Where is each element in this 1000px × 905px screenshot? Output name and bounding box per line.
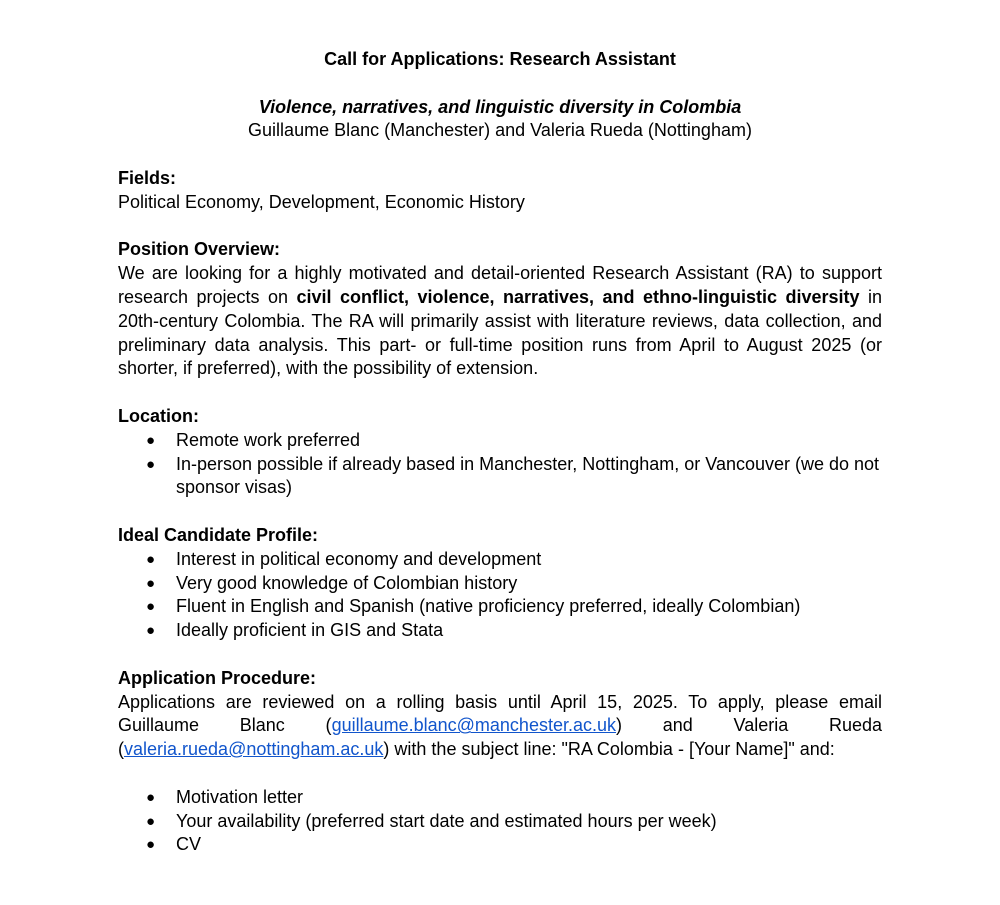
- profile-heading: Ideal Candidate Profile:: [118, 524, 319, 545]
- list-item: ● In-person possible if already based in Manchester, Nottingham, or Vancouver (we do not sponsor visas): [146, 453, 880, 498]
- list-item: ● Motivation letter: [118, 786, 882, 810]
- location-heading: Location:: [118, 405, 199, 426]
- bullet-icon: ●: [146, 812, 156, 830]
- fields-text: Political Economy, Development, Economic History: [118, 191, 525, 212]
- list-item: ● Interest in political economy and development: [118, 548, 882, 572]
- bullet-icon: ●: [146, 836, 156, 854]
- requirements-list: [118, 786, 882, 857]
- overview-paragraph: [118, 262, 882, 381]
- bullet-icon: ●: [146, 455, 156, 473]
- bullet-icon: ●: [146, 574, 156, 592]
- procedure-line-3: (valeria.rueda@nottingham.ac.uk) with the subject line: "RA Colombia - [Your Name]" and:: [118, 739, 835, 760]
- document-title: Call for Applications: Research Assistant: [324, 49, 676, 69]
- overview-bold-text: civil conflict, violence, narratives, and ethno-linguistic diversity: [296, 286, 860, 307]
- list-item: ● Fluent in English and Spanish (native proficiency preferred, ideally Colombian): [118, 595, 882, 619]
- list-item: ● Ideally proficient in GIS and Stata: [118, 619, 882, 643]
- list-item: ● Your availability (preferred start date and estimated hours per week): [118, 810, 882, 834]
- project-title: Violence, narratives, and linguistic diversity in Colombia: [258, 96, 742, 117]
- overview-text-before: We are looking for a highly motivated and detail-oriented Research Assistant (RA) to support research projects on: [118, 263, 882, 307]
- bullet-icon: ●: [146, 788, 156, 806]
- procedure-line-2: Guillaume Blanc (guillaume.blanc@manchester.ac.uk) and Valeria Rueda: [118, 715, 883, 736]
- list-item: ● Very good knowledge of Colombian history: [118, 572, 882, 596]
- authors-line: Guillaume Blanc (Manchester) and Valeria Rueda (Nottingham): [248, 120, 752, 141]
- bullet-icon: ●: [146, 598, 156, 616]
- procedure-line-1: Applications are reviewed on a rolling basis until April 15, 2025. To apply, please email: [118, 691, 882, 712]
- location-list: [118, 429, 882, 500]
- document-page: [118, 48, 882, 857]
- email-link-valeria[interactable]: valeria.rueda@nottingham.ac.uk: [124, 739, 384, 760]
- bullet-icon: ●: [146, 550, 156, 568]
- email-link-guillaume[interactable]: guillaume.blanc@manchester.ac.uk: [331, 715, 616, 736]
- list-item: ● CV: [118, 833, 882, 857]
- overview-heading: Position Overview:: [118, 239, 281, 260]
- procedure-heading: Application Procedure:: [118, 667, 317, 688]
- overview-text-after: in 20th-century Colombia. The RA will primarily assist with literature reviews, data collection, and preliminary data analysis. This part- or full-time position runs from April to August 2025 (or shorter, if preferred), with the possibility of extension.: [118, 286, 882, 379]
- profile-list: [118, 548, 882, 643]
- bullet-icon: ●: [146, 431, 156, 449]
- bullet-icon: ●: [146, 622, 156, 640]
- list-item: ● Remote work preferred: [118, 429, 882, 453]
- fields-heading: Fields:: [118, 167, 177, 188]
